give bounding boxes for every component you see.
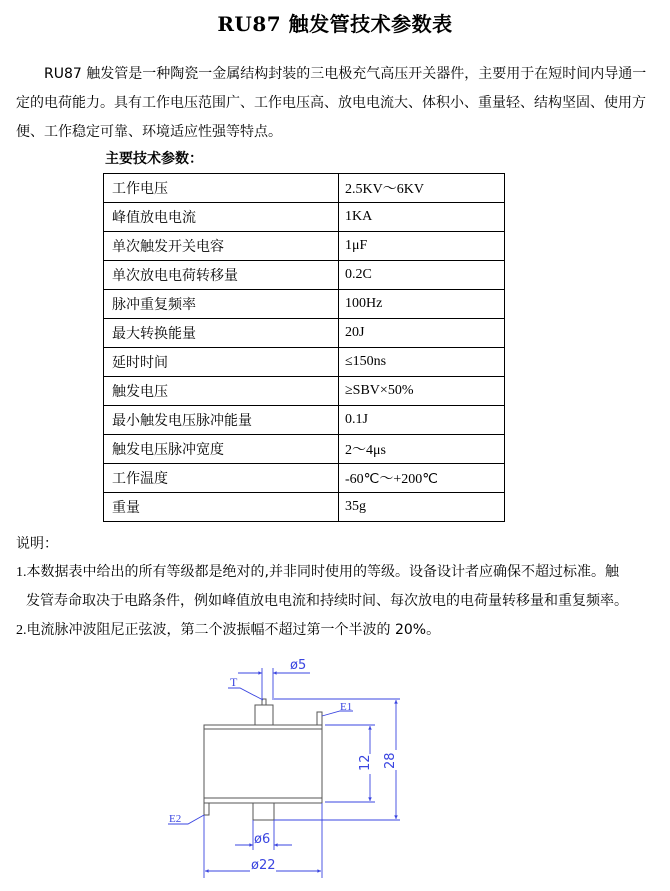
intro-paragraph xyxy=(16,60,656,147)
param-name: 延时时间 xyxy=(104,348,339,377)
param-row xyxy=(104,435,505,464)
param-row xyxy=(104,174,505,203)
note-1 xyxy=(16,558,666,587)
param-value: 20J xyxy=(339,319,505,348)
params-heading: 主要技术参数： xyxy=(105,151,203,167)
bottom-post xyxy=(253,803,274,820)
param-name: 工作温度 xyxy=(104,464,339,493)
dim-body-diameter: ø22 xyxy=(251,858,276,873)
dimension-lines xyxy=(168,668,400,878)
label-trigger: T xyxy=(230,675,238,689)
dim-bottom-diameter: ø6 xyxy=(254,832,271,847)
param-value: 0.1J xyxy=(339,406,505,435)
note-2 xyxy=(16,616,666,645)
note-text: 本数据表中给出的所有等级都是绝对的,并非同时使用的等级。设备设计者应确保不超过标准。触 xyxy=(26,564,619,580)
label-e2: E2 xyxy=(169,813,182,825)
dim-total-height: 28 xyxy=(383,752,398,769)
param-name: 工作电压 xyxy=(104,174,339,203)
param-name: 重量 xyxy=(104,493,339,522)
param-value: 35g xyxy=(339,493,505,522)
notes-list xyxy=(16,558,666,645)
param-name: 触发电压 xyxy=(104,377,339,406)
note-number: 2. xyxy=(16,623,27,638)
notes-label: 说明： xyxy=(16,536,58,552)
param-name: 脉冲重复频率 xyxy=(104,290,339,319)
trigger-post xyxy=(255,705,273,725)
param-value: 0.2C xyxy=(339,261,505,290)
param-row xyxy=(104,493,505,522)
tube-outline xyxy=(204,699,322,820)
param-row xyxy=(104,377,505,406)
param-row xyxy=(104,203,505,232)
dimension-drawing xyxy=(150,650,420,891)
param-row xyxy=(104,232,505,261)
param-name: 单次放电电荷转移量 xyxy=(104,261,339,290)
label-e1: E1 xyxy=(340,701,353,713)
param-row xyxy=(104,319,505,348)
param-row xyxy=(104,464,505,493)
param-value: 2.5KV～6KV xyxy=(339,174,505,203)
note-1-continued: 发管寿命取决于电路条件，例如峰值放电电流和持续时间、每次放电的电荷量转移量和重复频率。 xyxy=(26,593,628,609)
param-value: -60℃～+200℃ xyxy=(339,464,505,493)
param-value: ≤150ns xyxy=(339,348,505,377)
param-value: ≥SBV×50% xyxy=(339,377,505,406)
param-value: 1μF xyxy=(339,232,505,261)
param-name: 触发电压脉冲宽度 xyxy=(104,435,339,464)
note-number: 1. xyxy=(16,565,27,580)
param-row xyxy=(104,348,505,377)
param-value: 100Hz xyxy=(339,290,505,319)
params-table xyxy=(103,173,505,522)
param-value: 2～4μs xyxy=(339,435,505,464)
e2-tab xyxy=(204,803,209,815)
tube-body xyxy=(204,725,322,803)
param-name: 峰值放电电流 xyxy=(104,203,339,232)
param-name: 最小触发电压脉冲能量 xyxy=(104,406,339,435)
param-row xyxy=(104,406,505,435)
dim-trigger-diameter: ø5 xyxy=(290,658,307,673)
param-value: 1KA xyxy=(339,203,505,232)
e1-tab xyxy=(317,712,322,725)
document-title: RU87 触发管技术参数表 xyxy=(217,12,453,36)
param-name: 单次触发开关电容 xyxy=(104,232,339,261)
param-row xyxy=(104,261,505,290)
param-name: 最大转换能量 xyxy=(104,319,339,348)
dim-body-height: 12 xyxy=(358,754,373,771)
note-text: 电流脉冲波阻尼正弦波，第二个波振幅不超过第一个半波的 20%。 xyxy=(26,622,441,638)
param-row xyxy=(104,290,505,319)
intro-text: RU87 触发管是一种陶瓷一金属结构封装的三电极充气高压开关器件，主要用于在短时间内导通一定的电荷能力。具有工作电压范围广、工作电压高、放电电流大、体积小、重量轻、结构坚固、使用方便、工作稳定可靠、环境适应性强等特点。 xyxy=(16,66,647,140)
